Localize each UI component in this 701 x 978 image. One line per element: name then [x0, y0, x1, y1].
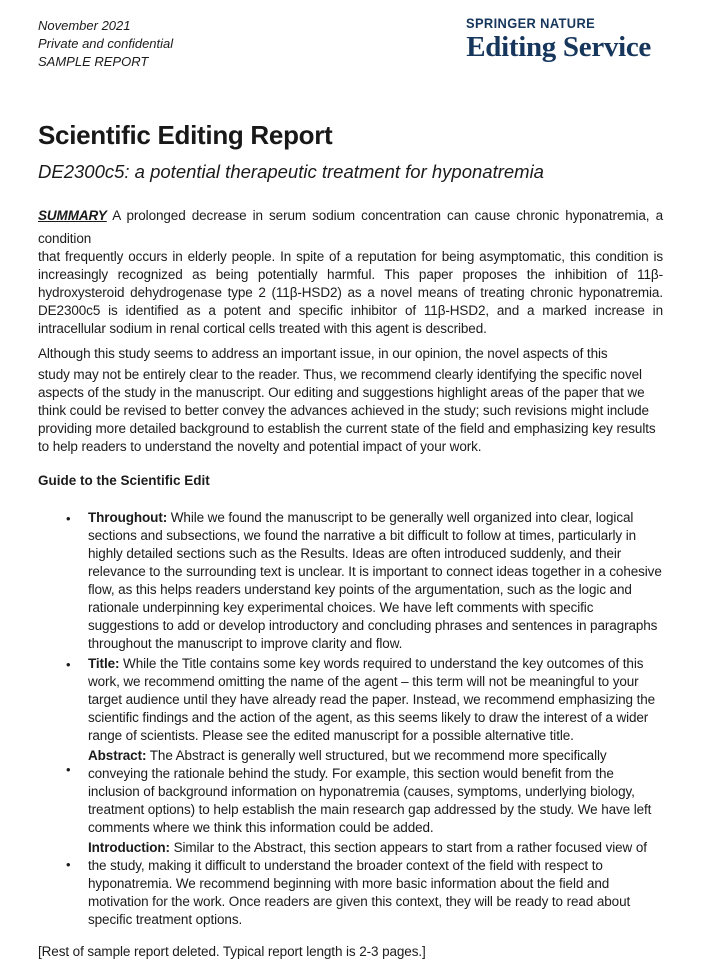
- guide-item-label: Abstract:: [88, 748, 147, 763]
- sample-report-label: SAMPLE REPORT: [38, 54, 149, 69]
- summary-continuation: [38, 230, 663, 338]
- page-title: Scientific Editing Report: [38, 120, 333, 150]
- guide-item-label: Throughout:: [88, 510, 168, 525]
- report-footer-note: [Rest of sample report deleted. Typical report length is 2-3 pages.]: [38, 944, 426, 959]
- manuscript-title: DE2300c5: a potential therapeutic treatment for hyponatremia: [38, 161, 544, 182]
- guide-list: [38, 509, 663, 929]
- guide-item-text: The Abstract is generally well structured, but we recommend more specifically conveying the rationale behind the study. For example, this section would benefit from the inclusion of background information on hyponatremia (causes, symptoms, underlying biology, treatment options) to help establish the main research gap addressed by the study. We have left comments where we think this information could be added.: [88, 748, 652, 835]
- guide-item-throughout: [38, 509, 663, 653]
- confidential-note: Private and confidential: [38, 36, 174, 51]
- assessment-section: [38, 345, 663, 456]
- header-meta: [38, 15, 173, 71]
- summary-label: SUMMARY: [38, 208, 107, 223]
- summary-rest-text: that frequently occurs in elderly people. In spite of a reputation for being asymptomatic, this condition is increasingly recognized as being potentially harmful. This paper proposes the inhibition of 11β-hydroxysteroid dehydrogenase type 2 (11β-HSD2) as a novel means of treating chronic hyponatremia. DE2300c5 is identified as a potent and specific inhibitor of 11β-HSD2, and a marked increase in intracellular sodium in renal cortical cells treated with this agent is described.: [38, 249, 663, 336]
- guide-item-title: [38, 655, 663, 745]
- logo-brand-text: SPRINGER NATURE: [466, 15, 596, 31]
- summary-section: [38, 207, 663, 338]
- guide-item-text: While we found the manuscript to be generally well organized into clear, logical sections and subsections, we found the narrative a bit difficult to follow at times, particularly in highly detailed sections such as the Results. Ideas are often introduced suddenly, and their relevance to the surrounding text is unclear. It is important to connect ideas together in a cohesive flow, as this helps readers understand key points of the argumentation, such as the logic and rationale underpinning key experimental choices. We have left comments with specific suggestions to add or develop introductory and concluding phrases and sentences in paragraphs throughout the manuscript to improve clarity and flow.: [88, 510, 662, 651]
- assessment-first-line: Although this study seems to address an important issue, in our opinion, the novel aspects of this: [38, 346, 608, 361]
- guide-item-text: While the Title contains some key words required to understand the key outcomes of this work, we recommend omitting the name of the agent – this term will not be meaningful to your target audience until they have already read the paper. Instead, we recommend emphasizing the scientific findings and the action of the agent, as this seems likely to draw the interest of a wider range of scientists. Please see the edited manuscript for a possible alternative title.: [88, 656, 656, 743]
- guide-heading: Guide to the Scientific Edit: [38, 473, 210, 488]
- springer-nature-logo: [466, 15, 651, 63]
- assessment-rest: study may not be entirely clear to the reader. Thus, we recommend clearly identifying the specific novel aspects of the study in the manuscript. Our editing and suggestions highlight areas of the paper that we think could be revised to better convey the advances achieved in the study; such revisions might include providing more detailed background to establish the current state of the field and emphasizing key results to help readers to understand the novelty and potential impact of your work.: [38, 367, 656, 454]
- guide-item-label: Title:: [88, 656, 120, 671]
- report-header: [38, 15, 663, 71]
- guide-item-introduction: [38, 839, 663, 929]
- guide-item-label: Introduction:: [88, 840, 170, 855]
- summary-line1-text: A prolonged decrease in serum sodium concentration can cause chronic hyponatremia, a: [112, 208, 663, 223]
- guide-item-text: Similar to the Abstract, this section appears to start from a rather focused view of the study, making it difficult to understand the broader context of the field with respect to hyponatremia. We recommend beginning with more basic information about the field and motivation for the work. Once readers are given this context, they will be ready to read about specific treatment options.: [88, 840, 647, 927]
- report-date: November 2021: [38, 18, 131, 33]
- summary-first-line: [38, 207, 663, 225]
- logo-service-text: Editing Service: [466, 31, 651, 63]
- summary-orphan-word: condition: [38, 231, 92, 246]
- guide-item-abstract: [38, 747, 663, 837]
